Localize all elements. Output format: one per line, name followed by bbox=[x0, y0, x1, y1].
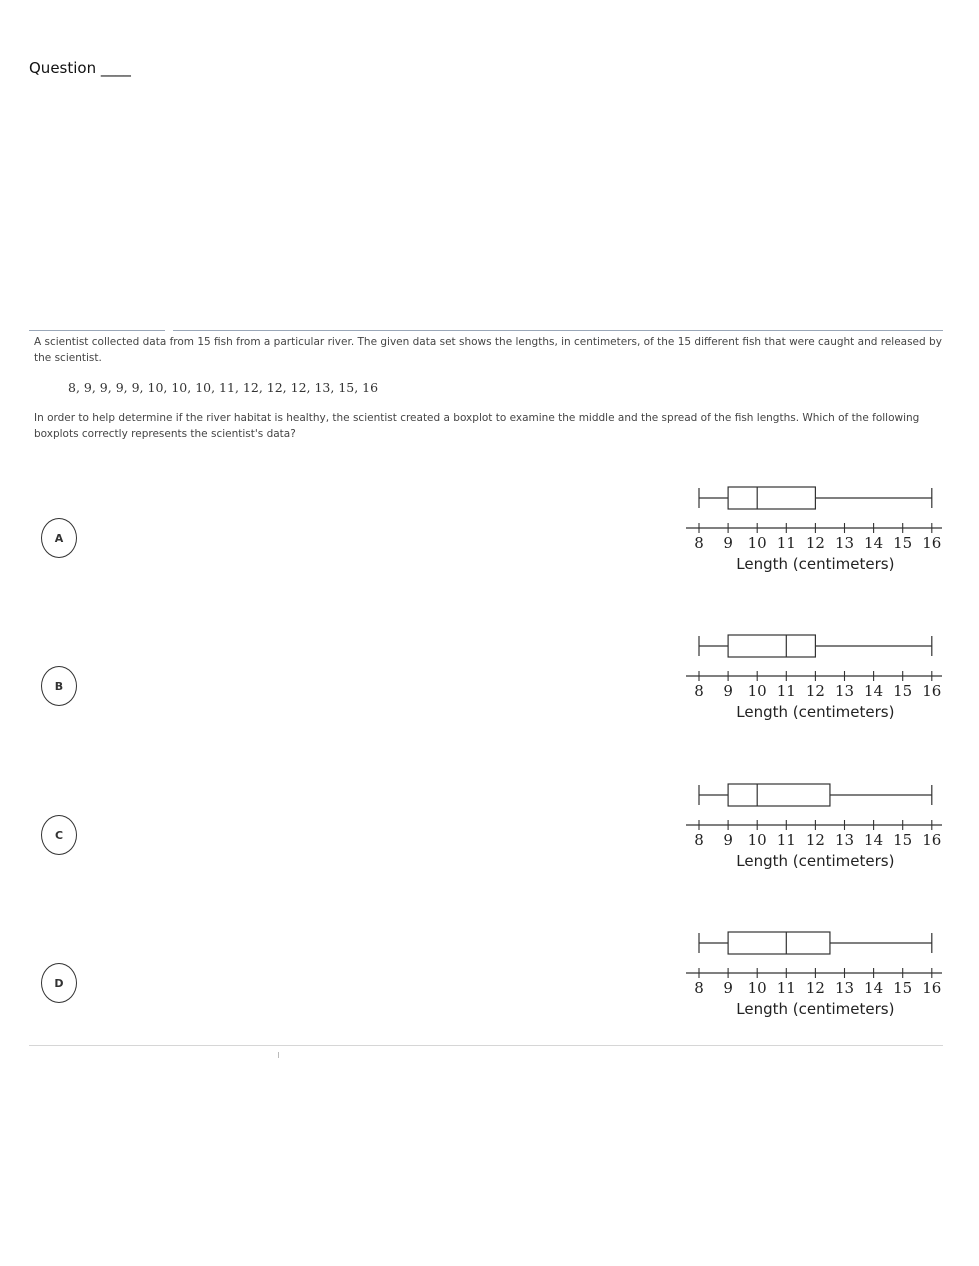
divider-left bbox=[29, 330, 165, 331]
box-iqr bbox=[728, 635, 815, 657]
tick-label-9: 9 bbox=[723, 682, 733, 700]
tick-label-15: 15 bbox=[893, 682, 913, 700]
tick-label-14: 14 bbox=[864, 682, 884, 700]
tick-label-8: 8 bbox=[694, 534, 704, 552]
axis-label: Length (centimeters) bbox=[736, 852, 895, 870]
choice-a-button[interactable]: A bbox=[41, 518, 77, 558]
tick-label-10: 10 bbox=[747, 831, 767, 849]
tick-label-12: 12 bbox=[805, 534, 825, 552]
bottom-divider bbox=[29, 1045, 943, 1046]
tick-label-12: 12 bbox=[805, 979, 825, 997]
tick-label-11: 11 bbox=[776, 831, 796, 849]
choice-d-button[interactable]: D bbox=[41, 963, 77, 1003]
tick-label-10: 10 bbox=[747, 682, 767, 700]
tick-label-9: 9 bbox=[723, 831, 733, 849]
box-iqr bbox=[728, 784, 830, 806]
boxplot-choice-b bbox=[680, 628, 950, 728]
tick-label-14: 14 bbox=[864, 831, 884, 849]
tick-label-14: 14 bbox=[864, 534, 884, 552]
tick-label-15: 15 bbox=[893, 534, 913, 552]
tick-label-13: 13 bbox=[834, 682, 855, 700]
tick-label-8: 8 bbox=[694, 682, 704, 700]
tick-label-13: 13 bbox=[834, 831, 855, 849]
problem-intro: A scientist collected data from 15 fish from a particular river. The given data set shows the lengths, in centimeters, of the 15 different fish that were caught and released by the scientist. bbox=[34, 336, 942, 364]
data-set: 8, 9, 9, 9, 9, 10, 10, 10, 11, 12, 12, 12, 13, 15, 16 bbox=[68, 380, 379, 395]
cursor-mark bbox=[278, 1052, 279, 1058]
boxplot-choice-c bbox=[680, 777, 950, 877]
tick-label-15: 15 bbox=[893, 831, 913, 849]
choice-b-button[interactable]: B bbox=[41, 666, 77, 706]
tick-label-10: 10 bbox=[747, 979, 767, 997]
tick-label-10: 10 bbox=[747, 534, 767, 552]
tick-label-8: 8 bbox=[694, 831, 704, 849]
tick-label-8: 8 bbox=[694, 979, 704, 997]
tick-label-9: 9 bbox=[723, 534, 733, 552]
tick-label-13: 13 bbox=[834, 534, 855, 552]
axis-label: Length (centimeters) bbox=[736, 555, 895, 573]
question-label: Question ____ bbox=[29, 59, 131, 77]
tick-label-12: 12 bbox=[805, 831, 825, 849]
tick-label-9: 9 bbox=[723, 979, 733, 997]
tick-label-16: 16 bbox=[922, 831, 942, 849]
choice-c-button[interactable]: C bbox=[41, 815, 77, 855]
tick-label-11: 11 bbox=[776, 979, 796, 997]
tick-label-14: 14 bbox=[864, 979, 884, 997]
tick-label-13: 13 bbox=[834, 979, 855, 997]
tick-label-11: 11 bbox=[776, 534, 796, 552]
divider-right bbox=[173, 330, 943, 331]
boxplot-choice-a bbox=[680, 480, 950, 580]
axis-label: Length (centimeters) bbox=[736, 1000, 895, 1018]
tick-label-15: 15 bbox=[893, 979, 913, 997]
tick-label-12: 12 bbox=[805, 682, 825, 700]
box-iqr bbox=[728, 932, 830, 954]
tick-label-16: 16 bbox=[922, 682, 942, 700]
tick-label-11: 11 bbox=[776, 682, 796, 700]
tick-label-16: 16 bbox=[922, 979, 942, 997]
tick-label-16: 16 bbox=[922, 534, 942, 552]
box-iqr bbox=[728, 487, 815, 509]
problem-question: In order to help determine if the river habitat is healthy, the scientist created a boxplot to examine the middle and the spread of the fish lengths. Which of the following boxplots correctly represents the scientist's data? bbox=[34, 412, 920, 440]
boxplot-choice-d bbox=[680, 925, 950, 1025]
axis-label: Length (centimeters) bbox=[736, 703, 895, 721]
